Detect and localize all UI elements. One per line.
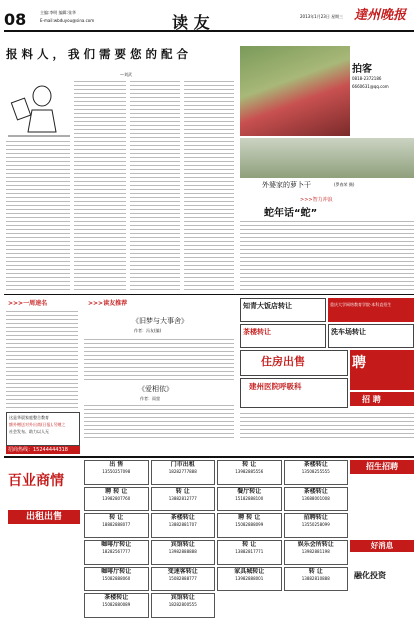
recommend-title: >>>读友推荐 [88,300,128,306]
classified-ad-title: 茶楼转让 [104,594,129,602]
classified-ad-phone: 15082880089 [102,602,131,608]
page-number: 08 [4,10,27,29]
weekly-title: >>>一周速名 [8,300,48,306]
classified-ad-phone: 13688001008 [301,495,330,501]
classified-ad-title: 聘 转 让 [238,514,261,522]
article-col-1 [6,140,70,290]
classified-ad-title: 咖啡厅转让 [101,540,132,548]
classified-ad-title: 招聘转让 [303,514,328,522]
classified-ad [217,540,282,565]
haoxiaoxi-title: 好消息 [350,540,414,552]
ad-zhiqing [240,298,326,322]
cartoon-illustration [8,80,70,138]
classified-ad-phone: 13550257098 [102,469,131,474]
classified-ad-title: 门市出租 [170,461,195,468]
ad-pin-title: 聘 [352,355,366,370]
editor-line: 主编:李明 编辑:张华 [40,10,76,15]
photo-tag: 拍客 [352,64,372,74]
classified-ad-phone: 15082888060 [102,575,131,581]
ad-zhiqing-title: 知青大饭店转让 [243,302,292,310]
quote-title: 《爱相依》 [138,385,173,393]
classified-ad [284,540,349,565]
classified-ad-phone: 13508255555 [301,469,330,474]
classified-ad-title: 转 让 [242,461,257,468]
classified-ad [84,513,149,538]
weekly-text [6,308,78,408]
classified-ad-phone: 15182888100 [235,495,264,501]
ad-hospital-title: 建州医院呼吸科 [249,382,302,391]
snake-section-label: >>>智力冲浪 [300,197,333,203]
ad-zhaopin [350,392,414,406]
classified-ad [151,460,216,485]
classified-ad [151,513,216,538]
article-col-2 [74,80,126,290]
promo-line-3: 社会发布、助力以人无 [9,429,49,434]
classified-ad-title: 娱乐会所转让 [297,540,334,548]
ad-block-filler [240,410,414,438]
classified-ad [284,487,349,512]
article-col-3 [130,80,180,290]
page-header [0,0,418,34]
classified-ad-title: 转 让 [242,540,257,548]
classified-ad [217,460,282,485]
classified-ad-phone: 18282777888 [168,469,197,474]
chuzu-title: 出租出售 [8,510,80,524]
photo-tag-box [352,60,414,100]
classified-ad [284,460,349,485]
mid-rule [4,294,414,295]
hotline-bar: 招商热线：15244444318 [6,446,80,454]
byline: —刘武 [120,72,132,77]
classified-ad [84,593,149,618]
photo-caption: 外婆家的萝卜干 [262,181,311,189]
classified-ad [217,567,282,592]
lower-rule [4,456,414,458]
rongzi-title: 融化投资 [354,571,386,580]
classified-ad-title: 出 售 [109,461,124,468]
classified-ad [217,487,282,512]
classified-ad-phone: 15082888099 [235,522,264,528]
photo-email: 6660631@qq.com [352,84,389,89]
classified-ad-phone: 13982888001 [235,575,264,581]
book-author: 作者：冯友(编) [134,328,162,333]
classified-ad-phone: 13982885556 [235,469,264,474]
classified-ad [84,487,149,512]
classified-ad-phone: 18282800555 [168,602,197,608]
classifieds-grid [84,460,348,618]
classified-ad-phone: 13982881198 [301,548,330,554]
photo-credit: (罗春荣 摄) [334,182,355,187]
section-title: 读 友 [172,13,210,30]
classified-ad [217,513,282,538]
recommend-text-2 [84,404,234,438]
date-line: 2013年1月23日 星期三 [300,14,344,19]
ad-xiche [328,324,414,348]
classified-ad-title: 宾馆转让 [170,540,195,548]
quote-author: 作者：雨萤 [140,396,160,401]
classified-ad-phone: 18282567777 [102,548,131,554]
email-line: E-mail:wbduyou@sina.com [40,18,95,23]
classified-ad [84,540,149,565]
ad-chezhu-title: 茶楼转让 [243,328,271,336]
photo-2 [240,138,414,178]
classified-ad-phone: 13550258099 [301,522,330,528]
ad-zhufang [240,350,348,376]
ad-chongqing-title: 重庆大学网络教育学院·本科直招生 [330,302,392,307]
ad-pin [350,350,414,390]
photo-contact: 0818-2372186 [352,76,382,81]
classified-ad [284,513,349,538]
classified-ad-phone: 13882817771 [235,548,264,554]
ad-zhaopin-title: 招 聘 [362,395,381,404]
classified-ad-title: 家具城转让 [234,567,265,575]
classified-ad [151,593,216,618]
classified-ad-title: 转 让 [109,514,124,522]
classified-ad-title: 宾馆转让 [170,594,195,602]
classified-ad [151,487,216,512]
book-title: 《旧梦与大事舍》 [132,317,188,325]
zhaosheng-title: 招生招聘 [350,460,414,474]
snake-title: 蛇年话“蛇” [264,208,318,218]
classified-ad-title: 聘 转 让 [105,487,128,495]
classified-ad-phone: 13982807760 [102,495,131,501]
classified-ad-phone: 13982888888 [168,548,197,554]
recommend-text-1 [84,336,234,380]
classified-ad [84,460,149,485]
classified-ad-title: 变速客转让 [167,567,198,575]
ad-chezhu [240,324,326,348]
classified-ad-phone: 13882810888 [301,575,330,581]
promo-line-1: 这是华晨家庭整合教育 [9,415,49,420]
headline: 报 料 人 ， 我 们 需 要 您 的 配 合 [6,47,189,61]
classified-ad [284,567,349,592]
ad-hospital [240,378,348,408]
baiye-title: 百业商情 [8,473,64,488]
classified-ad-title: 转 让 [308,567,323,575]
brand-logo: 達州晚报 [354,8,407,23]
classified-ad-title: 餐厅转让 [237,487,262,495]
classified-ad [151,540,216,565]
classified-ad-title: 茶楼转让 [303,487,328,495]
promo-line-2: 额外赠送对外出商(日报),另赠之 [9,422,66,427]
article-col-4 [184,80,234,290]
snake-quiz-text [240,220,414,290]
classified-ad-title: 茶楼转让 [170,514,195,522]
photo-radishes [240,46,350,136]
classified-ad-title: 茶楼转让 [303,461,328,468]
ad-zhufang-title: 住房出售 [261,355,305,367]
classified-ad [151,567,216,592]
classified-ad-phone: 13882812777 [168,495,197,501]
classified-ad-phone: 18882888077 [102,522,131,528]
classified-ad-phone: 15082888777 [168,575,197,581]
classified-ad-title: 咖啡厅转让 [101,567,132,575]
promo-box [6,412,80,446]
ad-chongqing [328,298,414,322]
classified-ad [84,567,149,592]
classified-ad-phone: 13882881707 [168,522,197,528]
classified-ad-title: 转 让 [175,487,190,495]
ad-xiche-title: 洗车场转让 [331,328,366,336]
header-rule [4,30,414,32]
